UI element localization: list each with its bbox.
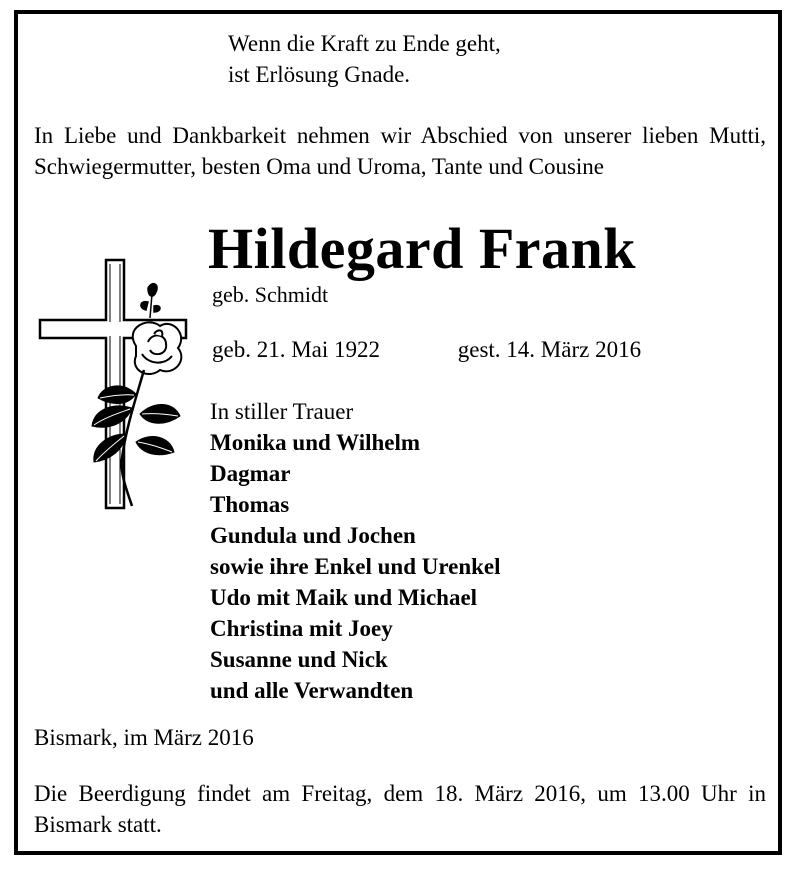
deceased-name: Hildegard Frank [208,216,637,281]
motto-line-2: ist Erlösung Gnade. [228,62,411,87]
mourner-name: Dagmar [210,461,291,486]
intro-text: In Liebe und Dankbarkeit nehmen wir Abschied von unserer lieben Mutti, Schwiegermutter, besten Oma und Uroma, Tante und Cousine [34,123,766,179]
motto [228,28,501,90]
mourner-name: Udo mit Maik und Michael [210,585,478,610]
mourner-name: Susanne und Nick [210,647,388,672]
death-date: gest. 14. März 2016 [457,337,642,362]
mourning-list [210,396,501,706]
mourner-name: Gundula und Jochen [210,523,416,548]
birth-date: geb. 21. Mai 1922 [212,337,381,362]
mourner-name: Thomas [210,492,290,517]
cross-with-rose-icon [36,258,192,518]
place-date: Bismark, im März 2016 [34,725,254,750]
motto-line-1: Wenn die Kraft zu Ende geht, [228,31,501,56]
mourner-name: und alle Verwandten [210,678,414,703]
mourner-name: Christina mit Joey [210,616,393,641]
mourner-name: Monika und Wilhelm [210,430,421,455]
maiden-name: geb. Schmidt [212,282,329,307]
mourning-label: In stiller Trauer [210,399,354,424]
mourner-name: sowie ihre Enkel und Urenkel [210,554,501,579]
life-dates [212,334,641,365]
funeral-notice: Die Beerdigung findet am Freitag, dem 18. März 2016, um 13.00 Uhr in Bismark statt. [34,781,766,837]
